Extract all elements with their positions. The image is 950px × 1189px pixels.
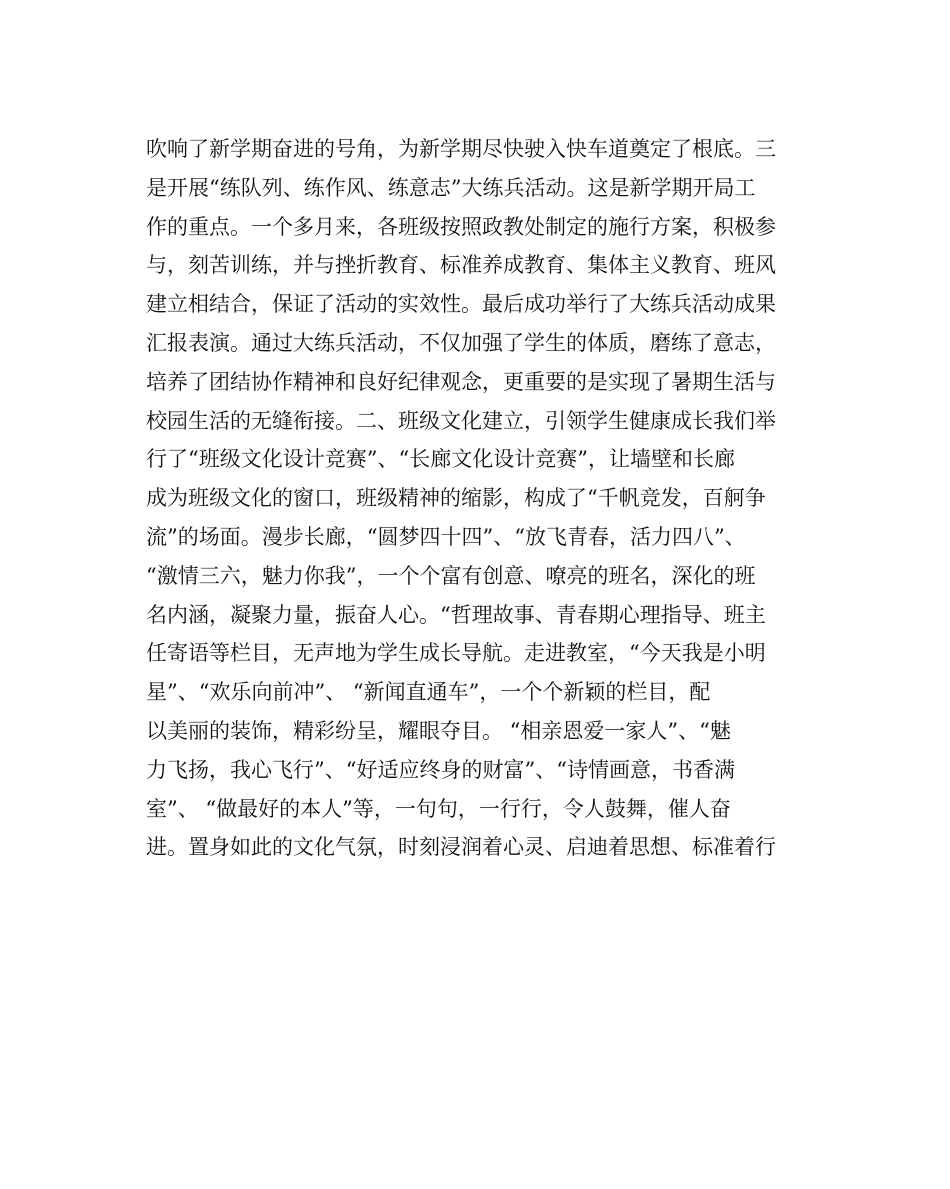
text-line: 以美丽的装饰，精彩纷呈，耀眼夺目。 “相亲恩爱一家人”、“魅 [146, 718, 731, 743]
text-line: 力飞扬，我心飞行”、“好适应终身的财富”、“诗情画意，书香满 [146, 757, 735, 782]
text-line: 成为班级文化的窗口，班级精神的缩影，构成了“千帆竞发，百舸争 [146, 486, 766, 511]
text-line: 流”的场面。漫步长廊，“圆梦四十四”、“放飞青春，活力四八”、 [146, 524, 746, 549]
text-line: 名内涵，凝聚力量，振奋人心。“哲理故事、青春期心理指导、班主 [146, 602, 766, 627]
text-line: 星”、“欢乐向前冲”、 “新闻直通车”，一个个新颖的栏目，配 [146, 680, 711, 705]
text-line: 培养了团结协作精神和良好纪律观念，更重要的是实现了暑期生活与 [146, 369, 776, 394]
text-line: 是开展“练队列、练作风、练意志”大练兵活动。这是新学期开局工 [146, 175, 756, 200]
body-text [146, 130, 826, 867]
text-line: 校园生活的无缝衔接。二、班级文化建立，引领学生健康成长我们举 [146, 408, 776, 433]
text-line: 建立相结合，保证了活动的实效性。最后成功举行了大练兵活动成果 [146, 292, 776, 317]
text-line: 吹响了新学期奋进的号角，为新学期尽快驶入快车道奠定了根底。三 [146, 137, 776, 161]
text-line: 任寄语等栏目，无声地为学生成长导航。走进教室，“今天我是小明 [146, 641, 766, 666]
text-line: “激情三六，魅力你我”，一个个富有创意、嘹亮的班名，深化的班 [146, 563, 756, 588]
text-line: 作的重点。一个多月来，各班级按照政教处制定的施行方案，积极参 [146, 214, 776, 239]
text-line: 与，刻苦训练，并与挫折教育、标准养成教育、集体主义教育、班风 [146, 253, 776, 278]
text-line: 汇报表演。通过大练兵活动，不仅加强了学生的体质，磨练了意志， [146, 330, 776, 355]
text-line: 行了“班级文化设计竞赛”、“长廊文化设计竞赛”，让墙壁和长廊 [146, 447, 735, 472]
text-line: 室”、 “做最好的本人”等，一句句，一行行，令人鼓舞，催人奋 [146, 796, 731, 821]
text-line: 进。置身如此的文化气氛，时刻浸润着心灵、启迪着思想、标准着行 [146, 835, 776, 860]
